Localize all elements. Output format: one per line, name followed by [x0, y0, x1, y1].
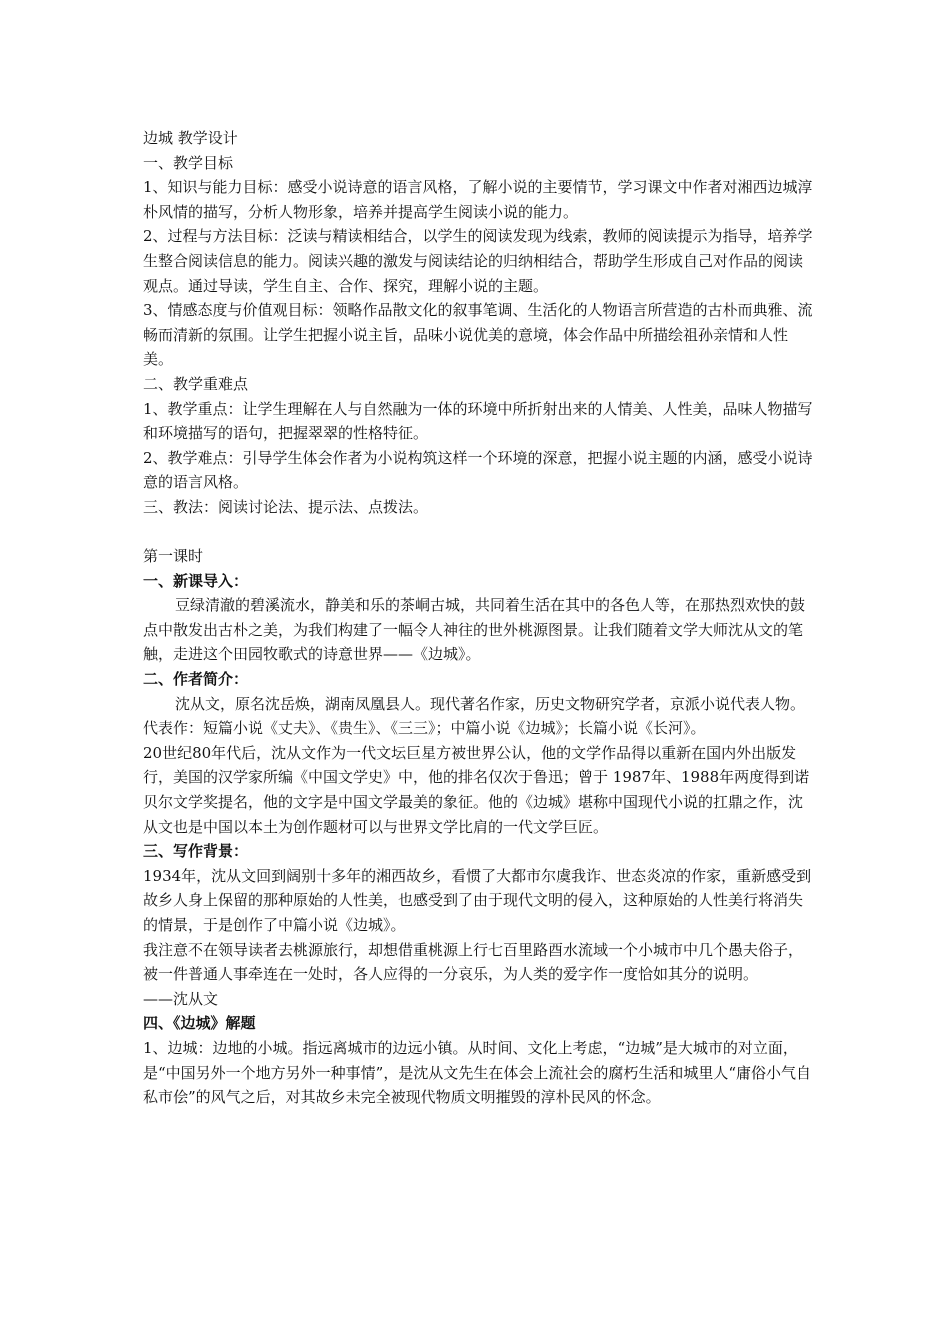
goal-emotion: 3、情感态度与价值观目标：领略作品散文化的叙事笔调、生活化的人物语言所营造的古朴而典雅、流畅而清新的氛围。让学生把握小说主旨，品味小说优美的意境，体会作品中所描绘祖孙亲情和人性美。 [143, 301, 813, 369]
introduction-paragraph: 豆绿清澈的碧溪流水，静美和乐的茶峒古城，共同着生活在其中的各色人等，在那热烈欢快的鼓点中散发出古朴之美，为我们构建了一幅令人神往的世外桃源图景。让我们随着文学大师沈从文的笔触，走进这个田园牧歌式的诗意世界——《边城》。 [143, 596, 806, 664]
document-page [143, 126, 815, 1110]
section-heading-goals: 一、教学目标 [143, 153, 234, 172]
document-title: 边城 教学设计 [143, 129, 238, 147]
key-point: 1、教学重点：让学生理解在人与自然融为一体的环境中所折射出来的人情美、人性美，品味人物描写和环境描写的语句，把握翠翠的性格特征。 [143, 399, 813, 443]
background-quote: 我注意不在领导读者去桃源旅行，却想借重桃源上行七百里路酉水流域一个小城市中几个愚夫俗子，被一件普通人事牵连在一处时，各人应得的一分哀乐，为人类的爱字作一度恰如其分的说明。 [143, 940, 804, 984]
heading-author: 二、作者简介： [143, 670, 249, 689]
teaching-methods: 三、教法：阅读讨论法、提示法、点拨法。 [143, 497, 429, 516]
author-paragraph-2: 20世纪80年代后，沈从文作为一代文坛巨星方被世界公认，他的文学作品得以重新在国内外出版发行，美国的汉学家所编《中国文学史》中，他的排名仅次于鲁迅；曾于 1987年、1988年两度得到诺贝尔文学奖提名，他的文字是中国文学最美的象征。他的《边城》堪称中国现代小说的扛鼎之作，沈从文也是中国以本土为创作题材可以与世界文学比肩的一代文学巨匠。 [143, 743, 810, 836]
heading-background: 三、写作背景： [143, 842, 249, 861]
heading-title-explanation: 四、《边城》解题 [143, 1014, 256, 1033]
title-explanation-paragraph: 1、边城：边地的小城。指远离城市的边远小镇。从时间、文化上考虑，“边城”是大城市的对立面，是“中国另外一个地方另外一种事情”，是沈从文先生在体会上流社会的腐朽生活和城里人“庸俗小气自私市侩”的风气之后，对其故乡未完全被现代物质文明摧毁的淳朴民风的怀念。 [143, 1038, 812, 1107]
goal-process: 2、过程与方法目标：泛读与精读相结合，以学生的阅读发现为线索，教师的阅读提示为指导，培养学生整合阅读信息的能力。阅读兴趣的激发与阅读结论的归纳相结合，帮助学生形成自己对作品的阅读观点。通过导读，学生自主、合作、探究，理解小说的主题。 [143, 227, 813, 295]
background-paragraph-1: 1934年，沈从文回到阔别十多年的湘西故乡，看惯了大都市尔虞我诈、世态炎凉的作家，重新感受到故乡人身上保留的那种原始的人性美，也感受到了由于现代文明的侵入，这种原始的人性美行将消失的情景，于是创作了中篇小说《边城》。 [143, 866, 812, 934]
difficult-point: 2、教学难点：引导学生体会作者为小说构筑这样一个环境的深意，把握小说主题的内涵，感受小说诗意的语言风格。 [143, 448, 813, 492]
heading-introduction: 一、新课导入： [143, 571, 249, 590]
lesson-title: 第一课时 [143, 547, 204, 566]
goal-knowledge: 1、知识与能力目标：感受小说诗意的语言风格，了解小说的主要情节，学习课文中作者对湘西边城淳朴风情的描写，分析人物形象，培养并提高学生阅读小说的能力。 [143, 178, 813, 221]
blank-line [143, 520, 815, 545]
section-heading-key-points: 二、教学重难点 [143, 374, 249, 393]
quote-signature: ——沈从文 [143, 989, 219, 1008]
author-paragraph-1: 沈从文，原名沈岳焕，湖南凤凰县人。现代著名作家，历史文物研究学者，京派小说代表人物。代表作：短篇小说《丈夫》、《贵生》、《三三》；中篇小说《边城》；长篇小说《长河》。 [143, 694, 806, 738]
